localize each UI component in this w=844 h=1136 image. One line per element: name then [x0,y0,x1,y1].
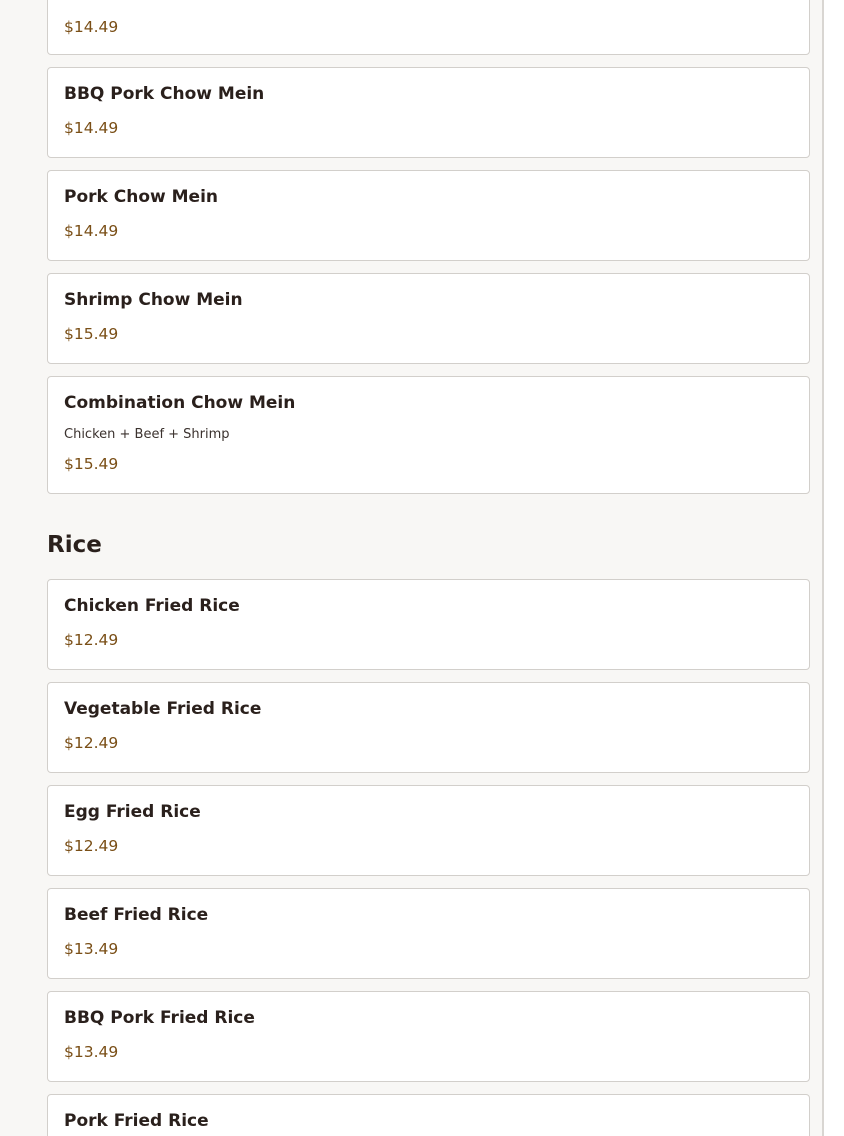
menu-item-name: Beef Fried Rice [64,905,209,925]
menu-item-card[interactable] [47,579,810,670]
menu-item-name: BBQ Pork Chow Mein [64,84,265,104]
section-title-rice: Rice [47,532,102,558]
menu-item-price: $15.49 [64,325,119,343]
menu-item-price: $12.49 [64,631,119,649]
menu-item-price: $12.49 [64,837,119,855]
menu-item-name: Egg Fried Rice [64,802,201,822]
menu-item-name: Chicken Fried Rice [64,596,240,616]
menu-item-name: Pork Fried Rice [64,1111,209,1131]
menu-item-card[interactable] [47,0,810,55]
menu-item-name: BBQ Pork Fried Rice [64,1008,255,1028]
menu-item-name: Pork Chow Mein [64,187,219,207]
menu-item-card[interactable] [47,67,810,158]
menu-item-price: $14.49 [64,222,119,240]
menu-item-price: $14.49 [64,119,119,137]
menu-item-card[interactable] [47,376,810,494]
menu-item-card[interactable] [47,273,810,364]
menu-item-price: $12.49 [64,734,119,752]
side-panel [824,0,844,1136]
menu-item-name: Vegetable Fried Rice [64,699,262,719]
menu-item-price: $13.49 [64,1043,119,1061]
menu-item-card[interactable] [47,785,810,876]
menu-item-card[interactable] [47,888,810,979]
menu-item-name: Combination Chow Mein [64,393,296,413]
menu-item-price: $14.49 [64,18,119,36]
menu-item-description: Chicken + Beef + Shrimp [64,427,230,442]
menu-item-card[interactable] [47,1094,810,1136]
menu-item-price: $13.49 [64,940,119,958]
menu-item-card[interactable] [47,991,810,1082]
menu-item-card[interactable] [47,170,810,261]
menu-item-card[interactable] [47,682,810,773]
menu-item-price: $15.49 [64,455,119,473]
menu-item-name: Shrimp Chow Mein [64,290,243,310]
